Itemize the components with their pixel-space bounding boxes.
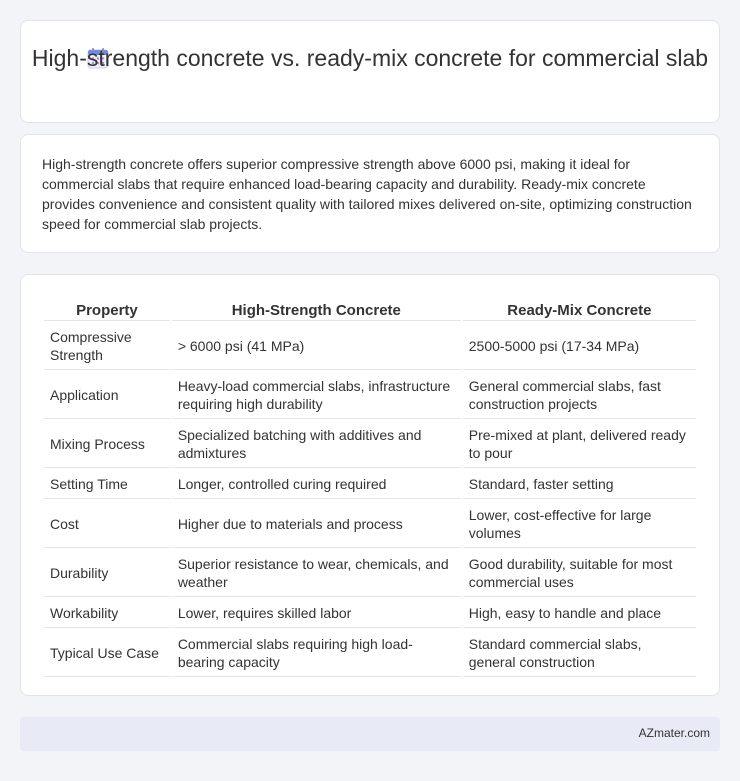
- table-row: [44, 550, 696, 597]
- row-high-strength-value: Longer, controlled curing required: [172, 470, 461, 499]
- table-row: [44, 501, 696, 548]
- row-high-strength-value: Heavy-load commercial slabs, infrastructure requiring high durability: [172, 372, 461, 419]
- column-header-high-strength: High-Strength Concrete: [172, 297, 461, 321]
- row-ready-mix-value: General commercial slabs, fast construction projects: [463, 372, 696, 419]
- page-title: High-strength concrete vs. ready-mix concrete for commercial slab: [31, 45, 709, 71]
- row-high-strength-value: Commercial slabs requiring high load-bearing capacity: [172, 630, 461, 677]
- row-property: Application: [44, 372, 170, 419]
- column-header-ready-mix: Ready-Mix Concrete: [463, 297, 696, 321]
- comparison-table: [42, 295, 698, 679]
- row-property: Typical Use Case: [44, 630, 170, 677]
- table-row: [44, 470, 696, 499]
- row-ready-mix-value: 2500-5000 psi (17-34 MPa): [463, 323, 696, 370]
- row-ready-mix-value: Standard commercial slabs, general construction: [463, 630, 696, 677]
- footer-bar: [20, 717, 720, 751]
- footer-brand-link[interactable]: AZmater.com: [638, 726, 710, 740]
- row-ready-mix-value: Standard, faster setting: [463, 470, 696, 499]
- row-high-strength-value: Higher due to materials and process: [172, 501, 461, 548]
- row-high-strength-value: Superior resistance to wear, chemicals, and weather: [172, 550, 461, 597]
- row-ready-mix-value: Pre-mixed at plant, delivered ready to pour: [463, 421, 696, 468]
- column-header-property: Property: [44, 297, 170, 321]
- summary-text: High-strength concrete offers superior compressive strength above 6000 psi, making it ideal for commercial slabs that require enhanced load-bearing capacity and durability. Ready-mix concrete provides convenience and consistent quality with tailored mixes delivered on-site, optimizing construction speed for commercial slab projects.: [42, 156, 692, 232]
- row-ready-mix-value: High, easy to handle and place: [463, 599, 696, 628]
- row-property: Workability: [44, 599, 170, 628]
- table-row: [44, 323, 696, 370]
- summary-card: [20, 134, 720, 253]
- table-header-row: [44, 297, 696, 321]
- comparison-table-card: [20, 274, 720, 696]
- table-row: [44, 372, 696, 419]
- row-property: Cost: [44, 501, 170, 548]
- row-property: Setting Time: [44, 470, 170, 499]
- row-ready-mix-value: Lower, cost-effective for large volumes: [463, 501, 696, 548]
- title-card: [20, 20, 720, 123]
- table-row: [44, 599, 696, 628]
- row-high-strength-value: Lower, requires skilled labor: [172, 599, 461, 628]
- row-property: Mixing Process: [44, 421, 170, 468]
- row-property: Durability: [44, 550, 170, 597]
- row-high-strength-value: > 6000 psi (41 MPa): [172, 323, 461, 370]
- row-high-strength-value: Specialized batching with additives and admixtures: [172, 421, 461, 468]
- table-row: [44, 421, 696, 468]
- row-property: Compressive Strength: [44, 323, 170, 370]
- table-row: [44, 630, 696, 677]
- row-ready-mix-value: Good durability, suitable for most commercial uses: [463, 550, 696, 597]
